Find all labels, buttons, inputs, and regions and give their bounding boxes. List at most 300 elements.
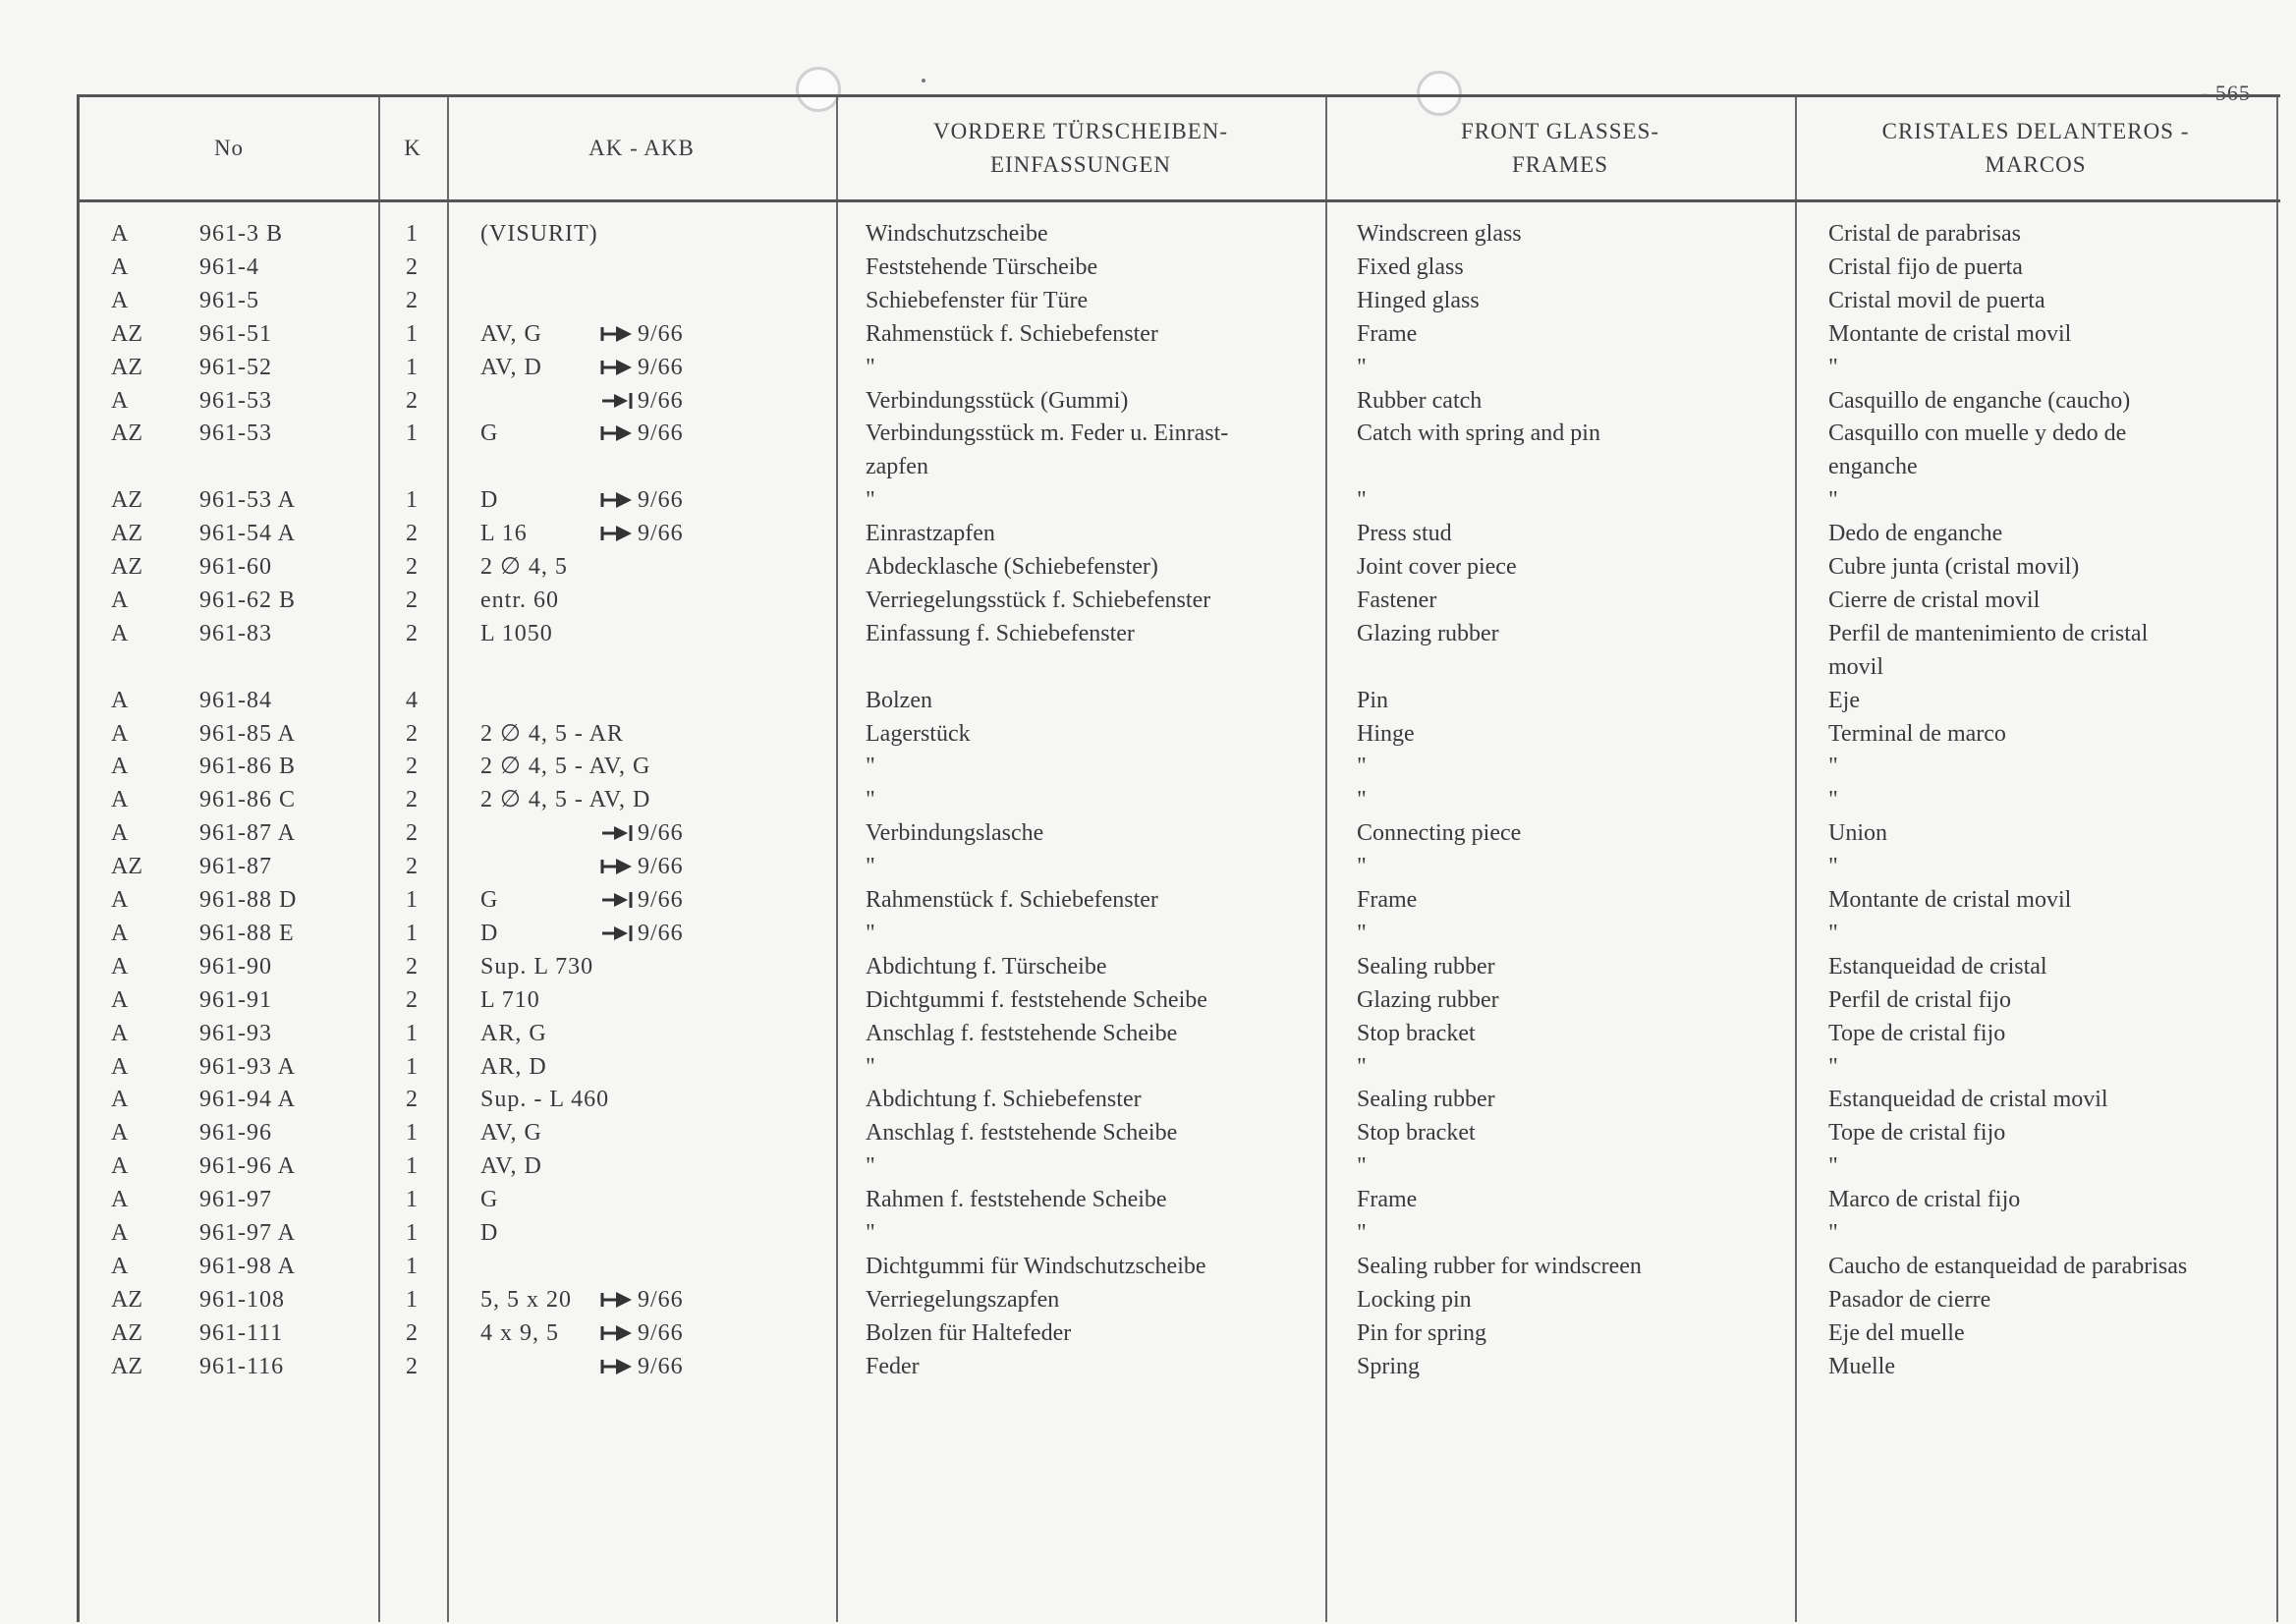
spanish-description-cell: Muelle	[1828, 1353, 1895, 1379]
row-type-cell: A	[111, 387, 129, 414]
part-number-cell: 961-91	[199, 986, 272, 1013]
quantity-cell: 1	[406, 1286, 418, 1313]
part-number-cell: 961-62 B	[199, 587, 296, 613]
revision-reference	[600, 517, 684, 550]
row-type-cell: A	[111, 1120, 129, 1147]
english-description-cell: Catch with spring and pin	[1357, 420, 1600, 447]
spanish-description-cell: Eje del muelle	[1828, 1319, 1965, 1346]
ak-akb-cell: AV, G	[480, 320, 542, 347]
english-description-cell: "	[1357, 854, 1367, 880]
table-row	[80, 384, 2280, 418]
spanish-description-cell: "	[1828, 354, 1838, 380]
row-type-cell: AZ	[111, 521, 142, 547]
quantity-cell: 2	[406, 787, 418, 813]
ak-akb-cell: D	[480, 1220, 499, 1246]
german-description-cell: "	[866, 487, 875, 514]
revision-date: 9/66	[638, 420, 684, 447]
german-description-cell: Schiebefenster für Türe	[866, 287, 1089, 313]
part-number-cell: 961-93	[199, 1020, 272, 1046]
ak-akb-cell: G	[480, 887, 499, 913]
quantity-cell: 2	[406, 720, 418, 747]
ak-akb-cell: AV, D	[480, 1153, 542, 1180]
bar-arrow-icon	[600, 1357, 634, 1376]
part-number-cell: 961-97	[199, 1187, 272, 1213]
part-number-cell: 961-97 A	[199, 1220, 296, 1246]
revision-reference	[600, 917, 684, 950]
header-label-line: FRONT GLASSES-	[1460, 119, 1660, 143]
revision-date: 9/66	[638, 1319, 684, 1346]
table-row	[80, 650, 2280, 684]
revision-date: 9/66	[638, 1286, 684, 1313]
row-type-cell: A	[111, 920, 129, 946]
english-description-cell: Glazing rubber	[1357, 620, 1499, 646]
arrow-to-bar-icon	[600, 924, 634, 943]
arrow-to-bar-icon	[600, 823, 634, 843]
spanish-description-cell: Union	[1828, 820, 1887, 847]
spanish-description-cell: "	[1828, 487, 1838, 514]
part-number-cell: 961-86 B	[199, 754, 296, 780]
parts-table	[77, 94, 2280, 1622]
spanish-description-cell: "	[1828, 1053, 1838, 1080]
part-number-cell: 961-93 A	[199, 1053, 296, 1080]
english-description-cell: Rubber catch	[1357, 387, 1483, 414]
ak-akb-cell: AR, G	[480, 1020, 547, 1046]
quantity-cell: 1	[406, 1120, 418, 1147]
header-spanish	[1795, 97, 2276, 199]
quantity-cell: 1	[406, 354, 418, 380]
spanish-description-cell: Estanqueidad de cristal movil	[1828, 1087, 2108, 1113]
revision-reference	[600, 417, 684, 450]
row-type-cell: A	[111, 287, 129, 313]
row-type-cell: A	[111, 754, 129, 780]
english-description-cell: "	[1357, 1053, 1367, 1080]
spanish-description-cell: "	[1828, 920, 1838, 946]
german-description-cell: Bolzen für Haltefeder	[866, 1319, 1072, 1346]
part-number-cell: 961-88 D	[199, 887, 298, 913]
revision-reference	[600, 850, 684, 883]
part-number-cell: 961-87	[199, 854, 272, 880]
part-number-cell: 961-53 A	[199, 487, 296, 514]
quantity-cell: 1	[406, 887, 418, 913]
spanish-description-cell: Pasador de cierre	[1828, 1286, 1991, 1313]
ak-akb-cell: 2 ∅ 4, 5 - AV, D	[480, 787, 651, 813]
table-row	[80, 317, 2280, 351]
header-label-line: EINFASSUNGEN	[989, 152, 1172, 177]
table-row	[80, 1149, 2280, 1183]
german-description-cell: Lagerstück	[866, 720, 971, 747]
ak-akb-cell: L 1050	[480, 620, 553, 646]
row-type-cell: A	[111, 1187, 129, 1213]
part-number-cell: 961-94 A	[199, 1087, 296, 1113]
english-description-cell: Stop bracket	[1357, 1020, 1476, 1046]
english-description-cell: Pin for spring	[1357, 1319, 1486, 1346]
english-description-cell: Locking pin	[1357, 1286, 1472, 1313]
row-type-cell: A	[111, 687, 129, 713]
row-type-cell: AZ	[111, 1319, 142, 1346]
english-description-cell: "	[1357, 1153, 1367, 1180]
quantity-cell: 2	[406, 620, 418, 646]
english-description-cell: Fastener	[1357, 587, 1437, 613]
header-no	[80, 97, 378, 199]
table-row	[80, 1316, 2280, 1350]
revision-date: 9/66	[638, 820, 684, 847]
row-type-cell: A	[111, 587, 129, 613]
german-description-cell: Feststehende Türscheibe	[866, 253, 1098, 280]
header-label-line: VORDERE TÜRSCHEIBEN-	[932, 119, 1229, 143]
table-row	[80, 550, 2280, 584]
spanish-description-cell: movil	[1828, 653, 1884, 680]
part-number-cell: 961-111	[199, 1319, 284, 1346]
german-description-cell: "	[866, 787, 875, 813]
english-description-cell: Sealing rubber	[1357, 1087, 1495, 1113]
bar-arrow-icon	[600, 358, 634, 377]
revision-date: 9/66	[638, 521, 684, 547]
part-number-cell: 961-83	[199, 620, 272, 646]
english-description-cell: "	[1357, 354, 1367, 380]
table-row	[80, 284, 2280, 317]
row-type-cell: A	[111, 887, 129, 913]
quantity-cell: 2	[406, 521, 418, 547]
row-type-cell: AZ	[111, 1353, 142, 1379]
table-row	[80, 483, 2280, 517]
quantity-cell: 1	[406, 1253, 418, 1279]
quantity-cell: 1	[406, 320, 418, 347]
table-row	[80, 950, 2280, 983]
spanish-description-cell: Cristal fijo de puerta	[1828, 253, 2023, 280]
german-description-cell: Rahmenstück f. Schiebefenster	[866, 887, 1158, 913]
row-type-cell: A	[111, 1253, 129, 1279]
spanish-description-cell: "	[1828, 787, 1838, 813]
german-description-cell: "	[866, 754, 875, 780]
german-description-cell: Feder	[866, 1353, 920, 1379]
table-row	[80, 1216, 2280, 1250]
spanish-description-cell: "	[1828, 1220, 1838, 1246]
ak-akb-cell: entr. 60	[480, 587, 559, 613]
english-description-cell: Sealing rubber	[1357, 953, 1495, 980]
quantity-cell: 2	[406, 986, 418, 1013]
revision-reference	[600, 483, 684, 517]
bar-arrow-icon	[600, 1323, 634, 1343]
quantity-cell: 2	[406, 953, 418, 980]
spanish-description-cell: Cristal de parabrisas	[1828, 221, 2021, 247]
part-number-cell: 961-98 A	[199, 1253, 296, 1279]
spanish-description-cell: Tope de cristal fijo	[1828, 1020, 2006, 1046]
german-description-cell: Einfassung f. Schiebefenster	[866, 620, 1135, 646]
quantity-cell: 2	[406, 1353, 418, 1379]
german-description-cell: Verbindungsstück m. Feder u. Einrast-	[866, 420, 1229, 447]
ak-akb-cell: AV, G	[480, 1120, 542, 1147]
table-row	[80, 1350, 2280, 1383]
spanish-description-cell: Dedo de enganche	[1828, 521, 2003, 547]
ak-akb-cell: AV, D	[480, 354, 542, 380]
english-description-cell: Connecting piece	[1357, 820, 1522, 847]
english-description-cell: Press stud	[1357, 521, 1452, 547]
quantity-cell: 2	[406, 1319, 418, 1346]
spanish-description-cell: Casquillo de enganche (caucho)	[1828, 387, 2131, 414]
header-english	[1325, 97, 1795, 199]
ak-akb-cell: Sup. - L 460	[480, 1087, 610, 1113]
ak-akb-cell: (VISURIT)	[480, 221, 598, 247]
german-description-cell: Abdichtung f. Schiebefenster	[866, 1087, 1142, 1113]
german-description-cell: "	[866, 354, 875, 380]
table-row	[80, 251, 2280, 284]
revision-reference	[600, 1283, 684, 1316]
german-description-cell: "	[866, 1053, 875, 1080]
part-number-cell: 961-51	[199, 320, 272, 347]
quantity-cell: 1	[406, 1187, 418, 1213]
english-description-cell: Sealing rubber for windscreen	[1357, 1253, 1642, 1279]
ak-akb-cell: D	[480, 487, 499, 514]
english-description-cell: Pin	[1357, 687, 1389, 713]
spanish-description-cell: Marco de cristal fijo	[1828, 1187, 2021, 1213]
quantity-cell: 2	[406, 854, 418, 880]
table-row	[80, 1183, 2280, 1216]
revision-reference	[600, 883, 684, 917]
quantity-cell: 1	[406, 487, 418, 514]
row-type-cell: A	[111, 986, 129, 1013]
spanish-description-cell: Eje	[1828, 687, 1860, 713]
table-row	[80, 1083, 2280, 1116]
ak-akb-cell: L 16	[480, 521, 528, 547]
row-type-cell: AZ	[111, 354, 142, 380]
ak-akb-cell: Sup. L 730	[480, 953, 594, 980]
part-number-cell: 961-53	[199, 420, 272, 447]
ak-akb-cell: G	[480, 420, 499, 447]
spanish-description-cell: Montante de cristal movil	[1828, 320, 2072, 347]
part-number-cell: 961-4	[199, 253, 259, 280]
ak-akb-cell: G	[480, 1187, 499, 1213]
bar-arrow-icon	[600, 490, 634, 510]
page-number: - 565	[2201, 81, 2251, 105]
german-description-cell: Dichtgummi für Windschutzscheibe	[866, 1253, 1206, 1279]
german-description-cell: Verbindungslasche	[866, 820, 1044, 847]
german-description-cell: "	[866, 920, 875, 946]
quantity-cell: 1	[406, 1053, 418, 1080]
row-type-cell: A	[111, 1220, 129, 1246]
table-row	[80, 983, 2280, 1017]
row-type-cell: A	[111, 620, 129, 646]
part-number-cell: 961-88 E	[199, 920, 295, 946]
part-number-cell: 961-5	[199, 287, 259, 313]
paper-speck	[922, 79, 925, 83]
spanish-description-cell: "	[1828, 1153, 1838, 1180]
table-row	[80, 450, 2280, 483]
english-description-cell: Frame	[1357, 320, 1418, 347]
revision-reference	[600, 816, 684, 850]
ak-akb-cell: AR, D	[480, 1053, 547, 1080]
german-description-cell: Verriegelungsstück f. Schiebefenster	[866, 587, 1211, 613]
english-description-cell: Glazing rubber	[1357, 986, 1499, 1013]
spanish-description-cell: Perfil de cristal fijo	[1828, 986, 2011, 1013]
german-description-cell: Bolzen	[866, 687, 932, 713]
revision-date: 9/66	[638, 487, 684, 514]
part-number-cell: 961-85 A	[199, 720, 296, 747]
table-row	[80, 1116, 2280, 1149]
german-description-cell: Abdichtung f. Türscheibe	[866, 953, 1107, 980]
row-type-cell: AZ	[111, 854, 142, 880]
quantity-cell: 1	[406, 1220, 418, 1246]
header-rule	[80, 199, 2280, 202]
revision-date: 9/66	[638, 387, 684, 414]
part-number-cell: 961-53	[199, 387, 272, 414]
english-description-cell: Fixed glass	[1357, 253, 1464, 280]
bar-arrow-icon	[600, 1290, 634, 1310]
arrow-to-bar-icon	[600, 391, 634, 411]
row-type-cell: AZ	[111, 554, 142, 580]
header-label-line: MARCOS	[1985, 152, 2087, 177]
english-description-cell: "	[1357, 754, 1367, 780]
revision-reference	[600, 1350, 684, 1383]
row-type-cell: A	[111, 1020, 129, 1046]
quantity-cell: 2	[406, 754, 418, 780]
spanish-description-cell: Tope de cristal fijo	[1828, 1120, 2006, 1147]
quantity-cell: 2	[406, 387, 418, 414]
table-row	[80, 684, 2280, 717]
part-number-cell: 961-86 C	[199, 787, 296, 813]
table-row	[80, 750, 2280, 783]
header-label-line: CRISTALES DELANTEROS -	[1881, 119, 2190, 143]
table-row	[80, 717, 2280, 751]
english-description-cell: Stop bracket	[1357, 1120, 1476, 1147]
ak-akb-cell: 4 x 9, 5	[480, 1319, 559, 1346]
english-description-cell: Hinged glass	[1357, 287, 1480, 313]
revision-reference	[600, 351, 684, 384]
table-row	[80, 584, 2280, 617]
part-number-cell: 961-84	[199, 687, 272, 713]
revision-reference	[600, 1316, 684, 1350]
quantity-cell: 1	[406, 420, 418, 447]
revision-reference	[600, 317, 684, 351]
header-label: No	[213, 136, 245, 160]
revision-date: 9/66	[638, 854, 684, 880]
table-row	[80, 1283, 2280, 1316]
part-number-cell: 961-54 A	[199, 521, 296, 547]
part-number-cell: 961-60	[199, 554, 272, 580]
spanish-description-cell: Cierre de cristal movil	[1828, 587, 2041, 613]
ak-akb-cell: 2 ∅ 4, 5 - AV, G	[480, 754, 651, 780]
table-row	[80, 417, 2280, 450]
row-type-cell: A	[111, 1153, 129, 1180]
part-number-cell: 961-90	[199, 953, 272, 980]
row-type-cell: AZ	[111, 420, 142, 447]
row-type-cell: AZ	[111, 320, 142, 347]
table-row	[80, 617, 2280, 650]
spanish-description-cell: Estanqueidad de cristal	[1828, 953, 2047, 980]
revision-date: 9/66	[638, 920, 684, 946]
spanish-description-cell: Cristal movil de puerta	[1828, 287, 2045, 313]
english-description-cell: Joint cover piece	[1357, 554, 1517, 580]
english-description-cell: "	[1357, 487, 1367, 514]
english-description-cell: "	[1357, 1220, 1367, 1246]
table-row	[80, 351, 2280, 384]
bar-arrow-icon	[600, 423, 634, 443]
quantity-cell: 2	[406, 820, 418, 847]
row-type-cell: A	[111, 820, 129, 847]
spanish-description-cell: Montante de cristal movil	[1828, 887, 2072, 913]
row-type-cell: A	[111, 720, 129, 747]
row-type-cell: AZ	[111, 487, 142, 514]
english-description-cell: Hinge	[1357, 720, 1415, 747]
german-description-cell: Verriegelungszapfen	[866, 1286, 1060, 1313]
row-type-cell: A	[111, 253, 129, 280]
header-german	[836, 97, 1325, 199]
row-type-cell: A	[111, 1087, 129, 1113]
ak-akb-cell: L 710	[480, 986, 540, 1013]
header-label-line: FRAMES	[1511, 152, 1609, 177]
revision-date: 9/66	[638, 354, 684, 380]
german-description-cell: Abdecklasche (Schiebefenster)	[866, 554, 1158, 580]
part-number-cell: 961-116	[199, 1353, 285, 1379]
revision-date: 9/66	[638, 320, 684, 347]
table-row	[80, 1050, 2280, 1084]
german-description-cell: Dichtgummi f. feststehende Scheibe	[866, 986, 1207, 1013]
revision-date: 9/66	[638, 887, 684, 913]
quantity-cell: 1	[406, 1153, 418, 1180]
header-label: AK - AKB	[588, 136, 695, 160]
header-ak-akb	[447, 97, 836, 199]
ak-akb-cell: D	[480, 920, 499, 946]
german-description-cell: Verbindungsstück (Gummi)	[866, 387, 1129, 414]
row-type-cell: A	[111, 221, 129, 247]
german-description-cell: Anschlag f. feststehende Scheibe	[866, 1120, 1178, 1147]
quantity-cell: 4	[406, 687, 418, 713]
spanish-description-cell: "	[1828, 854, 1838, 880]
german-description-cell: "	[866, 1220, 875, 1246]
part-number-cell: 961-52	[199, 354, 272, 380]
table-row	[80, 883, 2280, 917]
row-type-cell: A	[111, 953, 129, 980]
german-description-cell: "	[866, 854, 875, 880]
part-number-cell: 961-87 A	[199, 820, 296, 847]
german-description-cell: Einrastzapfen	[866, 521, 995, 547]
quantity-cell: 1	[406, 221, 418, 247]
part-number-cell: 961-108	[199, 1286, 285, 1313]
spanish-description-cell: "	[1828, 754, 1838, 780]
row-type-cell: AZ	[111, 1286, 142, 1313]
row-type-cell: A	[111, 787, 129, 813]
header-k	[378, 97, 447, 199]
spanish-description-cell: Casquillo con muelle y dedo de	[1828, 420, 2127, 447]
table-row	[80, 850, 2280, 883]
english-description-cell: Frame	[1357, 887, 1418, 913]
spanish-description-cell: Perfil de mantenimiento de cristal	[1828, 620, 2149, 646]
german-description-cell: Rahmenstück f. Schiebefenster	[866, 320, 1158, 347]
ak-akb-cell: 5, 5 x 20	[480, 1286, 572, 1313]
ak-akb-cell: 2 ∅ 4, 5	[480, 554, 568, 580]
bar-arrow-icon	[600, 524, 634, 543]
table-row	[80, 917, 2280, 950]
table-row	[80, 1017, 2280, 1050]
part-number-cell: 961-96 A	[199, 1153, 296, 1180]
english-description-cell: Spring	[1357, 1353, 1421, 1379]
quantity-cell: 2	[406, 253, 418, 280]
quantity-cell: 2	[406, 587, 418, 613]
part-number-cell: 961-96	[199, 1120, 272, 1147]
english-description-cell: "	[1357, 920, 1367, 946]
english-description-cell: Windscreen glass	[1357, 221, 1522, 247]
spanish-description-cell: Caucho de estanqueidad de parabrisas	[1828, 1253, 2188, 1279]
table-row	[80, 1250, 2280, 1283]
german-description-cell: "	[866, 1153, 875, 1180]
bar-arrow-icon	[600, 857, 634, 876]
ak-akb-cell: 2 ∅ 4, 5 - AR	[480, 720, 624, 747]
quantity-cell: 1	[406, 1020, 418, 1046]
part-number-cell: 961-3 B	[199, 221, 283, 247]
revision-date: 9/66	[638, 1353, 684, 1379]
table-row	[80, 217, 2280, 251]
english-description-cell: "	[1357, 787, 1367, 813]
quantity-cell: 2	[406, 554, 418, 580]
